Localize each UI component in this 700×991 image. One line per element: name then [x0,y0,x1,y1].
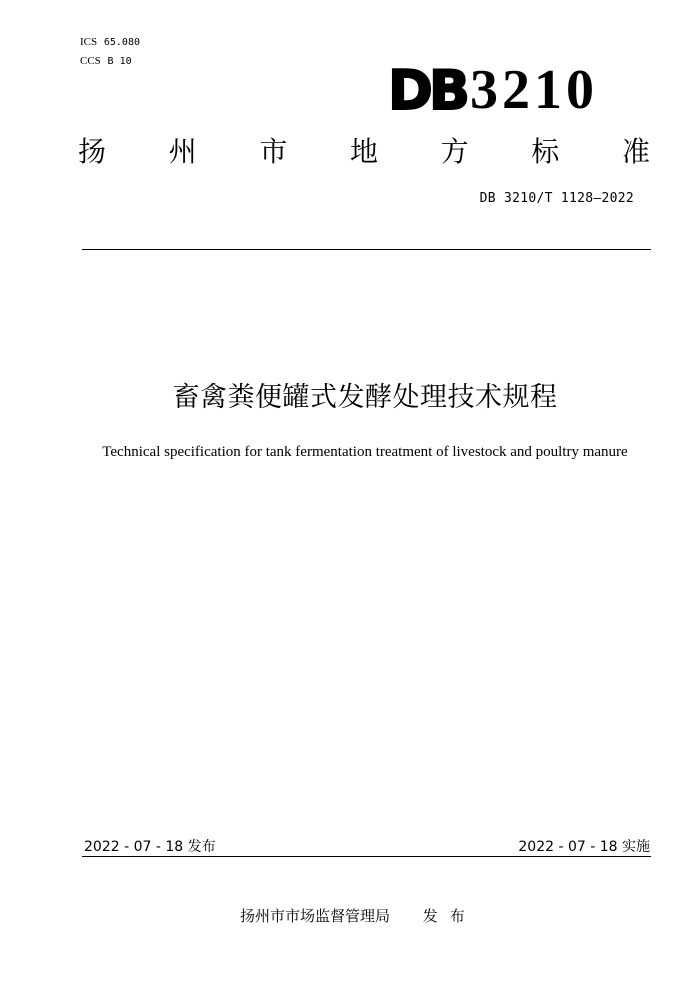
db-logo [388,58,598,122]
issuer-action: 发布 [422,907,477,925]
db-logo-prefix: DB [388,59,466,122]
db-logo-number: 3210 [470,59,598,121]
ccs-value: B 10 [107,56,132,67]
ics-value: 65.080 [103,37,140,48]
issuer-name: 扬州市市场监督管理局 [240,907,391,925]
ics-code [80,33,140,52]
release-date: 2022 - 07 - 18 发布 [84,839,216,855]
title-chinese: 畜禽粪便罐式发酵处理技术规程 [172,382,558,413]
standard-type-char: 标 [531,135,560,168]
standard-type-char: 准 [621,135,650,168]
top-divider [82,249,651,250]
implement-date: 2022 - 07 - 18 实施 [518,839,650,855]
standard-type-char: 方 [440,135,469,168]
standard-number: DB 3210/T 1128—2022 [479,191,634,206]
ccs-code [80,52,140,71]
issuer-line [240,905,477,926]
standard-type-char: 扬 [78,135,107,168]
bottom-divider [82,856,651,857]
ics-label: ICS [80,36,98,48]
standard-type-char: 地 [349,135,378,168]
standard-type-char: 市 [259,135,288,168]
ccs-label: CCS [80,55,101,67]
standard-type-char: 州 [168,135,197,168]
classification-codes [80,33,140,71]
standard-type [78,134,650,170]
title-english: Technical specification for tank fermentation treatment of livestock and poultry manure [102,444,628,460]
